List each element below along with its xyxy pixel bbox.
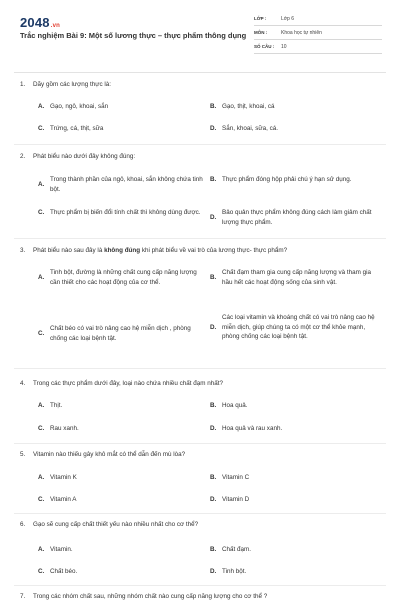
option-letter: B. [210, 103, 217, 110]
question-stem [20, 520, 382, 529]
question-text: Trong các thực phẩm dưới đây, loại nào chứa nhiều chất đạm nhất? [33, 380, 224, 387]
meta-subject-row [254, 26, 382, 40]
stem-part-2: khi phát biểu về vai trò của lương thực- thực phẩm? [140, 247, 288, 254]
option-1b[interactable] [210, 102, 382, 112]
option-text: Tinh bột, đường là những chất cung cấp năng lượng cần thiết cho các hoạt động của cơ thể. [50, 269, 197, 286]
option-text: Các loại vitamin và khoáng chất có vai trò nâng cao hệ miễn dịch, giúp chúng ta có một cơ thể khỏe mạnh, phòng chống các loại bệnh tật. [222, 314, 375, 340]
option-text: Vitamin D [222, 496, 250, 503]
question-2 [20, 152, 382, 161]
option-letter: D. [210, 323, 217, 331]
option-letter: C. [38, 209, 45, 216]
option-letter: B. [210, 176, 217, 183]
question-number: 7. [20, 593, 26, 600]
option-text: Chất béo. [50, 568, 78, 575]
question-text: Dãy gồm các lượng thực là: [33, 81, 112, 88]
option-letter: A. [38, 103, 45, 110]
page-title: Trắc nghiệm Bài 9: Một số lương thực – thực phẩm thông dụng [20, 31, 247, 40]
option-5b[interactable] [210, 473, 382, 483]
option-4b[interactable] [210, 401, 382, 411]
option-text: Vitamin K [50, 474, 77, 481]
option-letter: C. [38, 496, 45, 503]
question-number: 6. [20, 521, 26, 528]
option-text: Hoa quả và rau xanh. [222, 425, 283, 432]
option-text: Bảo quản thực phẩm không đúng cách làm giảm chất lượng thực phẩm. [222, 209, 372, 226]
header-divider [14, 72, 386, 73]
option-6c[interactable] [38, 567, 198, 577]
option-text: Hoa quả. [222, 402, 248, 409]
option-letter: D. [210, 568, 217, 575]
option-6a[interactable] [38, 545, 198, 555]
question-stem [20, 592, 382, 600]
question-stem [20, 152, 382, 161]
question-text: Vitamin nào thiếu gây khô mắt có thể dẫn đến mù lòa? [33, 451, 186, 458]
option-text: Thực phẩm bị biến đổi tính chất thì không dùng được. [50, 209, 201, 216]
question-number: 5. [20, 451, 26, 458]
option-text: Chất đạm. [222, 546, 252, 553]
meta-subject-label: MÔN : [254, 30, 268, 35]
option-letter: B. [210, 546, 217, 553]
option-6b[interactable] [210, 545, 382, 555]
option-letter: A. [38, 273, 45, 281]
option-letter: C. [38, 568, 45, 575]
stem-part-1: Phát biểu nào sau đây là [33, 247, 105, 254]
option-text: Tinh bột. [222, 568, 247, 575]
question-separator [14, 238, 386, 239]
meta-class-row [254, 12, 382, 26]
question-number: 3. [20, 247, 26, 254]
option-2c[interactable] [38, 208, 203, 218]
option-text: Chất đạm tham gia cung cấp năng lượng và tham gia hầu hết các hoạt động sống của sinh vật. [222, 269, 372, 286]
meta-count-value: 10 [281, 43, 287, 50]
option-3c[interactable] [38, 324, 206, 343]
option-letter: B. [210, 474, 217, 481]
option-4a[interactable] [38, 401, 198, 411]
stem-emphasis: không đúng [104, 247, 141, 254]
option-text: Rau xanh. [50, 425, 79, 432]
option-2b[interactable] [210, 175, 382, 185]
question-separator [14, 585, 386, 586]
question-5 [20, 450, 382, 459]
question-stem [20, 246, 382, 255]
option-4c[interactable] [38, 424, 198, 434]
meta-subject-value: Khoa học tự nhiên [281, 29, 322, 36]
option-letter: D. [210, 496, 217, 503]
question-separator [14, 368, 386, 369]
option-text: Vitamin C [222, 474, 250, 481]
option-letter: C. [38, 329, 45, 337]
option-2a[interactable] [38, 175, 203, 194]
question-text: Gạo sẽ cung cấp chất thiết yếu nào nhiều nhất cho cơ thể? [33, 521, 199, 528]
question-7 [20, 592, 382, 600]
question-separator [14, 443, 386, 444]
option-letter: B. [210, 402, 217, 409]
option-text: Gạo, thịt, khoai, cá [222, 103, 275, 110]
option-1d[interactable] [210, 124, 382, 134]
option-6d[interactable] [210, 567, 382, 577]
question-text [33, 246, 287, 255]
question-stem [20, 450, 382, 459]
logo-suffix: .vn [50, 23, 61, 29]
option-3d[interactable] [210, 313, 382, 342]
option-5d[interactable] [210, 495, 382, 505]
meta-count-row [254, 40, 382, 54]
option-letter: D. [210, 425, 217, 432]
option-5c[interactable] [38, 495, 198, 505]
question-number: 4. [20, 380, 26, 387]
page-header [0, 0, 400, 68]
option-letter: D. [210, 213, 217, 221]
question-1 [20, 80, 382, 89]
site-logo[interactable] [20, 15, 60, 30]
option-4d[interactable] [210, 424, 382, 434]
logo-main: 2048 [20, 15, 50, 30]
option-letter: A. [38, 402, 45, 409]
option-letter: C. [38, 425, 45, 432]
option-text: Sắn, khoai, sữa, cá. [222, 125, 279, 132]
option-2d[interactable] [210, 208, 382, 227]
option-letter: A. [38, 180, 45, 188]
option-1c[interactable] [38, 124, 198, 134]
option-text: Trong thành phần của ngô, khoai, sắn không chứa tinh bột. [50, 176, 203, 193]
question-4 [20, 379, 382, 388]
question-stem [20, 80, 382, 89]
option-text: Vitamin A [50, 496, 77, 503]
option-text: Thịt. [50, 402, 63, 409]
option-letter: C. [38, 125, 45, 132]
option-1a[interactable] [38, 102, 198, 112]
meta-class-label: LỚP : [254, 16, 267, 21]
option-letter: D. [210, 125, 217, 132]
option-letter: B. [210, 273, 217, 281]
meta-class-value: Lớp 6 [281, 15, 295, 22]
option-3a[interactable] [38, 268, 206, 287]
question-stem [20, 379, 382, 388]
question-number: 2. [20, 153, 26, 160]
question-separator [14, 513, 386, 514]
quiz-meta [254, 12, 382, 54]
question-separator [14, 144, 386, 145]
option-text: Gạo, ngô, khoai, sắn [50, 103, 109, 110]
option-letter: A. [38, 474, 45, 481]
question-text: Phát biểu nào dưới đây không đúng: [33, 153, 136, 160]
question-number: 1. [20, 81, 26, 88]
option-5a[interactable] [38, 473, 198, 483]
option-letter: A. [38, 546, 45, 553]
meta-count-label: SỐ CÂU : [254, 44, 275, 49]
option-3b[interactable] [210, 268, 382, 287]
option-text: Trứng, cá, thịt, sữa [50, 125, 104, 132]
option-text: Chất béo có vai trò nâng cao hệ miễn dịch , phòng chống các loại bệnh tật. [50, 325, 191, 342]
option-text: Vitamin. [50, 546, 73, 553]
option-text: Thực phẩm đóng hộp phải chú ý hạn sử dụng. [222, 176, 352, 183]
question-3 [20, 246, 382, 255]
question-text: Trong các nhóm chất sau, những nhóm chất nào cung cấp năng lượng cho cơ thể ? [33, 593, 268, 600]
question-6 [20, 520, 382, 529]
